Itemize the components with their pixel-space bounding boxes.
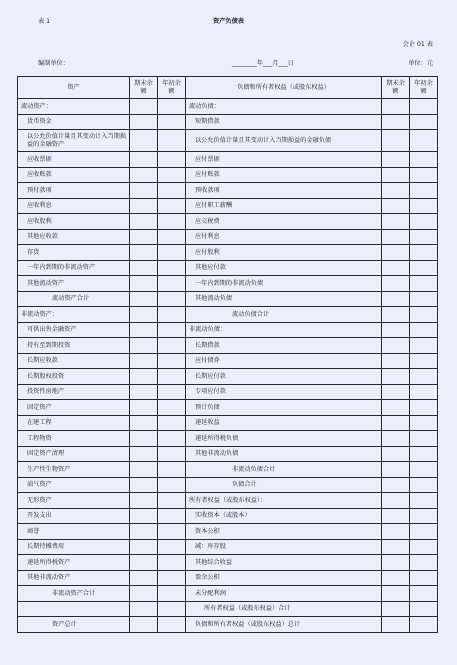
- liability-opening-cell[interactable]: [410, 260, 438, 276]
- asset-opening-cell[interactable]: [158, 524, 186, 540]
- liability-closing-cell[interactable]: [382, 260, 410, 276]
- liability-item: 应付股利: [186, 245, 382, 261]
- asset-closing-cell[interactable]: [130, 152, 158, 168]
- asset-closing-cell[interactable]: [130, 260, 158, 276]
- asset-opening-cell[interactable]: [158, 601, 186, 617]
- asset-item: 油气资产: [18, 477, 130, 493]
- asset-opening-cell[interactable]: [158, 415, 186, 431]
- table-row: [18, 555, 438, 571]
- table-row: [18, 291, 438, 307]
- asset-opening-cell[interactable]: [158, 369, 186, 385]
- asset-item: 在建工程: [18, 415, 130, 431]
- liability-item: 以公允价值计量且其变动计入当期损益的金融负债: [186, 130, 382, 152]
- liability-item: 应交税费: [186, 214, 382, 230]
- asset-item: 其他非流动资产: [18, 570, 130, 586]
- asset-item: 货币资金: [18, 114, 130, 130]
- sheet-number: 表 1: [38, 18, 51, 25]
- table-row: [18, 322, 438, 338]
- asset-closing-cell[interactable]: [130, 431, 158, 447]
- asset-item: 持有至到期投资: [18, 338, 130, 354]
- table-row: [18, 114, 438, 130]
- liability-opening-cell[interactable]: [410, 384, 438, 400]
- liability-item: 其他非流动负债: [186, 446, 382, 462]
- asset-opening-cell[interactable]: [158, 260, 186, 276]
- liability-total: 负债合计: [186, 477, 382, 493]
- liability-closing-cell[interactable]: [382, 617, 410, 633]
- asset-closing-cell[interactable]: [130, 446, 158, 462]
- liability-opening-cell[interactable]: [410, 415, 438, 431]
- liability-opening-cell[interactable]: [410, 322, 438, 338]
- asset-closing-cell[interactable]: [130, 415, 158, 431]
- liability-item: 一年内到期的非流动负债: [186, 276, 382, 292]
- liability-closing-cell[interactable]: [382, 167, 410, 183]
- table-row: [18, 524, 438, 540]
- liability-equity-grand-total: 负债和所有者权益（或股东权益）总计: [186, 617, 382, 633]
- liability-subtotal: 非流动负债合计: [186, 462, 382, 478]
- liability-closing-cell[interactable]: [382, 152, 410, 168]
- liability-item: 递延所得税负债: [186, 431, 382, 447]
- table-row: [18, 446, 438, 462]
- asset-closing-cell[interactable]: [130, 198, 158, 214]
- asset-opening-cell[interactable]: [158, 508, 186, 524]
- liability-opening-cell[interactable]: [410, 198, 438, 214]
- liability-subtotal: 流动负债合计: [186, 307, 382, 323]
- table-row: [18, 183, 438, 199]
- liability-closing-cell[interactable]: [382, 130, 410, 152]
- liability-item: 长期应付款: [186, 369, 382, 385]
- table-row: [18, 130, 438, 152]
- table-row: [18, 245, 438, 261]
- table-row: [18, 384, 438, 400]
- liability-opening-cell[interactable]: [410, 555, 438, 571]
- asset-item: 其他应收款: [18, 229, 130, 245]
- asset-item: 非流动资产：: [18, 307, 130, 323]
- form-code: 会企 01 表: [402, 41, 433, 48]
- asset-item: 流动资产：: [18, 99, 130, 115]
- asset-item: 投资性房地产: [18, 384, 130, 400]
- liability-opening-cell[interactable]: [410, 229, 438, 245]
- liability-closing-cell[interactable]: [382, 601, 410, 617]
- table-row: [18, 431, 438, 447]
- equity-item: 实收资本（或股本）: [186, 508, 382, 524]
- asset-closing-cell[interactable]: [130, 291, 158, 307]
- liability-opening-cell[interactable]: [410, 508, 438, 524]
- column-header-opening-balance: 年初余额: [410, 77, 438, 99]
- asset-closing-cell[interactable]: [130, 555, 158, 571]
- liability-closing-cell[interactable]: [382, 570, 410, 586]
- liability-opening-cell[interactable]: [410, 353, 438, 369]
- liability-item: 应付账款: [186, 167, 382, 183]
- liability-opening-cell[interactable]: [410, 183, 438, 199]
- asset-opening-cell[interactable]: [158, 152, 186, 168]
- asset-item: 生产性生物资产: [18, 462, 130, 478]
- liability-closing-cell[interactable]: [382, 477, 410, 493]
- liability-closing-cell[interactable]: [382, 446, 410, 462]
- table-row: [18, 477, 438, 493]
- equity-item: 资本公积: [186, 524, 382, 540]
- table-row: [18, 539, 438, 555]
- asset-closing-cell[interactable]: [130, 245, 158, 261]
- asset-closing-cell[interactable]: [130, 229, 158, 245]
- asset-item: 可供出售金融资产: [18, 322, 130, 338]
- liability-closing-cell[interactable]: [382, 493, 410, 509]
- table-row: [18, 570, 438, 586]
- liability-item: 预计负债: [186, 400, 382, 416]
- table-row: [18, 617, 438, 633]
- asset-item: 存货: [18, 245, 130, 261]
- asset-opening-cell[interactable]: [158, 539, 186, 555]
- asset-opening-cell[interactable]: [158, 431, 186, 447]
- equity-item: 减：库存股: [186, 539, 382, 555]
- liability-item: 其他应付款: [186, 260, 382, 276]
- liability-closing-cell[interactable]: [382, 322, 410, 338]
- liability-closing-cell[interactable]: [382, 214, 410, 230]
- table-row: [18, 167, 438, 183]
- asset-opening-cell[interactable]: [158, 114, 186, 130]
- asset-item: 工程物资: [18, 431, 130, 447]
- liability-item: 专项应付款: [186, 384, 382, 400]
- asset-opening-cell[interactable]: [158, 291, 186, 307]
- liability-closing-cell[interactable]: [382, 524, 410, 540]
- asset-opening-cell[interactable]: [158, 570, 186, 586]
- asset-closing-cell[interactable]: [130, 477, 158, 493]
- liability-opening-cell[interactable]: [410, 167, 438, 183]
- table-row: [18, 276, 438, 292]
- column-header-closing-balance: 期末余额: [382, 77, 410, 99]
- liability-opening-cell[interactable]: [410, 276, 438, 292]
- asset-item: [18, 601, 130, 617]
- table-row: [18, 508, 438, 524]
- liability-closing-cell[interactable]: [382, 431, 410, 447]
- asset-opening-cell[interactable]: [158, 322, 186, 338]
- liability-item: 长期借款: [186, 338, 382, 354]
- asset-opening-cell[interactable]: [158, 555, 186, 571]
- liability-item: 短期借款: [186, 114, 382, 130]
- liability-closing-cell[interactable]: [382, 291, 410, 307]
- asset-opening-cell[interactable]: [158, 462, 186, 478]
- asset-closing-cell[interactable]: [130, 601, 158, 617]
- equity-item: 未分配利润: [186, 586, 382, 602]
- asset-opening-cell[interactable]: [158, 167, 186, 183]
- asset-closing-cell[interactable]: [130, 539, 158, 555]
- reporting-unit-label: 编制单位：: [38, 60, 69, 67]
- liability-closing-cell[interactable]: [382, 276, 410, 292]
- asset-opening-cell[interactable]: [158, 477, 186, 493]
- asset-item: 以公允价值计量且其变动计入当期损益的金融资产: [18, 130, 130, 152]
- table-row: [18, 198, 438, 214]
- liability-opening-cell[interactable]: [410, 570, 438, 586]
- asset-opening-cell[interactable]: [158, 617, 186, 633]
- liability-closing-cell[interactable]: [382, 114, 410, 130]
- liability-item: 应付职工薪酬: [186, 198, 382, 214]
- asset-subtotal: 非流动资产合计: [18, 586, 130, 602]
- asset-opening-cell[interactable]: [158, 276, 186, 292]
- column-header-opening-balance: 年初余额: [158, 77, 186, 99]
- liability-opening-cell[interactable]: [410, 477, 438, 493]
- liability-item: 预收款项: [186, 183, 382, 199]
- asset-item: 应收票据: [18, 152, 130, 168]
- equity-item: 盈余公积: [186, 570, 382, 586]
- asset-item: 固定资产: [18, 400, 130, 416]
- asset-subtotal: 流动资产合计: [18, 291, 130, 307]
- asset-closing-cell[interactable]: [130, 322, 158, 338]
- asset-item: 应收账款: [18, 167, 130, 183]
- asset-closing-cell[interactable]: [130, 338, 158, 354]
- liability-closing-cell[interactable]: [382, 508, 410, 524]
- liability-item: 非流动负债：: [186, 322, 382, 338]
- liability-closing-cell[interactable]: [382, 307, 410, 323]
- liability-opening-cell[interactable]: [410, 369, 438, 385]
- asset-closing-cell[interactable]: [130, 307, 158, 323]
- asset-item: 其他流动资产: [18, 276, 130, 292]
- asset-closing-cell[interactable]: [130, 586, 158, 602]
- asset-item: 长期股权投资: [18, 369, 130, 385]
- liability-item: 流动负债：: [186, 99, 382, 115]
- liability-item: 递延收益: [186, 415, 382, 431]
- asset-closing-cell[interactable]: [130, 167, 158, 183]
- liability-item: 应付利息: [186, 229, 382, 245]
- asset-opening-cell[interactable]: [158, 586, 186, 602]
- asset-item: 应收股利: [18, 214, 130, 230]
- table-row: [18, 601, 438, 617]
- liability-closing-cell[interactable]: [382, 415, 410, 431]
- asset-closing-cell[interactable]: [130, 353, 158, 369]
- asset-item: 长期待摊费用: [18, 539, 130, 555]
- asset-item: 应收利息: [18, 198, 130, 214]
- equity-heading: 所有者权益（或股东权益）：: [186, 493, 382, 509]
- liability-opening-cell[interactable]: [410, 338, 438, 354]
- asset-item: 无形资产: [18, 493, 130, 509]
- liability-closing-cell[interactable]: [382, 229, 410, 245]
- liability-closing-cell[interactable]: [382, 338, 410, 354]
- liability-opening-cell[interactable]: [410, 431, 438, 447]
- liability-opening-cell[interactable]: [410, 99, 438, 115]
- asset-closing-cell[interactable]: [130, 400, 158, 416]
- table-row: [18, 415, 438, 431]
- table-header-row: [18, 77, 438, 99]
- liability-opening-cell[interactable]: [410, 130, 438, 152]
- liability-closing-cell[interactable]: [382, 198, 410, 214]
- asset-opening-cell[interactable]: [158, 338, 186, 354]
- liability-closing-cell[interactable]: [382, 99, 410, 115]
- table-row: [18, 214, 438, 230]
- liability-closing-cell[interactable]: [382, 586, 410, 602]
- liability-opening-cell[interactable]: [410, 617, 438, 633]
- column-header-closing-balance: 期末余额: [130, 77, 158, 99]
- liability-item: 应付票据: [186, 152, 382, 168]
- table-row: [18, 338, 438, 354]
- asset-grand-total: 资产总计: [18, 617, 130, 633]
- asset-closing-cell[interactable]: [130, 617, 158, 633]
- asset-closing-cell[interactable]: [130, 369, 158, 385]
- liability-closing-cell[interactable]: [382, 462, 410, 478]
- asset-closing-cell[interactable]: [130, 493, 158, 509]
- liability-opening-cell[interactable]: [410, 586, 438, 602]
- table-row: [18, 307, 438, 323]
- table-row: [18, 493, 438, 509]
- asset-opening-cell[interactable]: [158, 384, 186, 400]
- liability-item: 其他流动负债: [186, 291, 382, 307]
- liability-opening-cell[interactable]: [410, 400, 438, 416]
- asset-item: 商誉: [18, 524, 130, 540]
- liability-closing-cell[interactable]: [382, 384, 410, 400]
- asset-item: 固定资产清理: [18, 446, 130, 462]
- asset-item: 递延所得税资产: [18, 555, 130, 571]
- asset-closing-cell[interactable]: [130, 130, 158, 152]
- liability-opening-cell[interactable]: [410, 114, 438, 130]
- asset-item: 长期应收款: [18, 353, 130, 369]
- table-row: [18, 400, 438, 416]
- liability-closing-cell[interactable]: [382, 353, 410, 369]
- asset-closing-cell[interactable]: [130, 276, 158, 292]
- table-row: [18, 229, 438, 245]
- liability-closing-cell[interactable]: [382, 183, 410, 199]
- liability-opening-cell[interactable]: [410, 245, 438, 261]
- asset-closing-cell[interactable]: [130, 99, 158, 115]
- asset-opening-cell[interactable]: [158, 183, 186, 199]
- liability-opening-cell[interactable]: [410, 524, 438, 540]
- asset-opening-cell[interactable]: [158, 99, 186, 115]
- liability-opening-cell[interactable]: [410, 214, 438, 230]
- asset-closing-cell[interactable]: [130, 508, 158, 524]
- equity-total: 所有者权益（或股东权益）合计: [186, 601, 382, 617]
- table-row: [18, 369, 438, 385]
- liability-closing-cell[interactable]: [382, 400, 410, 416]
- liability-opening-cell[interactable]: [410, 152, 438, 168]
- liability-opening-cell[interactable]: [410, 446, 438, 462]
- asset-opening-cell[interactable]: [158, 400, 186, 416]
- liability-opening-cell[interactable]: [410, 601, 438, 617]
- asset-opening-cell[interactable]: [158, 229, 186, 245]
- asset-opening-cell[interactable]: [158, 214, 186, 230]
- asset-closing-cell[interactable]: [130, 570, 158, 586]
- liability-opening-cell[interactable]: [410, 307, 438, 323]
- liability-closing-cell[interactable]: [382, 245, 410, 261]
- asset-opening-cell[interactable]: [158, 307, 186, 323]
- liability-opening-cell[interactable]: [410, 539, 438, 555]
- table-row: [18, 99, 438, 115]
- table-row: [18, 260, 438, 276]
- asset-item: 预付款项: [18, 183, 130, 199]
- column-header-assets: 资产: [18, 77, 130, 99]
- asset-closing-cell[interactable]: [130, 384, 158, 400]
- liability-closing-cell[interactable]: [382, 555, 410, 571]
- liability-item: 应付债券: [186, 353, 382, 369]
- balance-sheet-table: [17, 76, 438, 633]
- table-row: [18, 586, 438, 602]
- asset-opening-cell[interactable]: [158, 493, 186, 509]
- table-row: [18, 462, 438, 478]
- asset-closing-cell[interactable]: [130, 114, 158, 130]
- liability-opening-cell[interactable]: [410, 291, 438, 307]
- liability-opening-cell[interactable]: [410, 493, 438, 509]
- currency-unit: 单位：元: [408, 60, 433, 67]
- asset-item: 一年内到期的非流动资产: [18, 260, 130, 276]
- asset-closing-cell[interactable]: [130, 462, 158, 478]
- asset-opening-cell[interactable]: [158, 353, 186, 369]
- asset-opening-cell[interactable]: [158, 130, 186, 152]
- asset-item: 开发支出: [18, 508, 130, 524]
- asset-opening-cell[interactable]: [158, 245, 186, 261]
- column-header-liabilities-equity: 负债和所有者权益（或股东权益）: [186, 77, 382, 99]
- asset-opening-cell[interactable]: [158, 198, 186, 214]
- page-title: 资产负债表: [213, 18, 244, 25]
- table-row: [18, 152, 438, 168]
- asset-closing-cell[interactable]: [130, 214, 158, 230]
- liability-closing-cell[interactable]: [382, 539, 410, 555]
- report-date-line: ________年___月___日: [232, 60, 294, 67]
- asset-closing-cell[interactable]: [130, 183, 158, 199]
- equity-item: 其他综合收益: [186, 555, 382, 571]
- table-row: [18, 353, 438, 369]
- asset-opening-cell[interactable]: [158, 446, 186, 462]
- liability-closing-cell[interactable]: [382, 369, 410, 385]
- asset-closing-cell[interactable]: [130, 524, 158, 540]
- liability-opening-cell[interactable]: [410, 462, 438, 478]
